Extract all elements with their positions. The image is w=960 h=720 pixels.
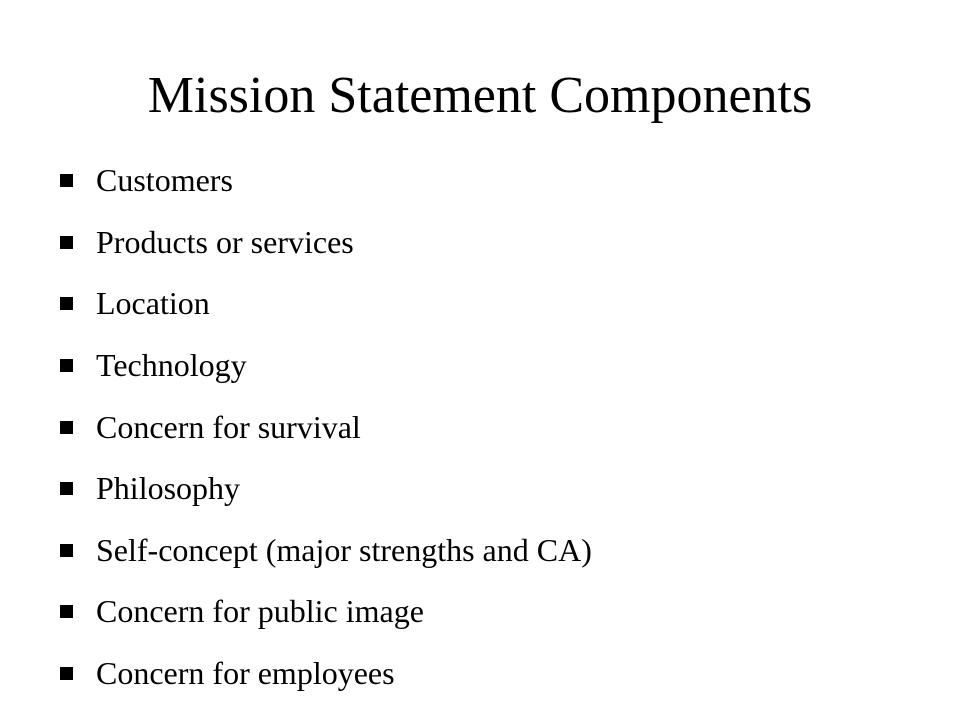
bullet-item	[58, 520, 592, 582]
bullet-item	[58, 581, 592, 643]
bullet-text: Location	[96, 285, 210, 322]
bullet-item	[58, 458, 592, 520]
bullet-text: Technology	[96, 347, 247, 384]
square-bullet-icon	[60, 667, 73, 680]
bullet-item	[58, 335, 592, 397]
bullet-item	[58, 150, 592, 212]
bullet-text: Self-concept (major strengths and CA)	[96, 531, 592, 568]
square-bullet-icon	[60, 605, 73, 618]
bullet-text: Products or services	[96, 223, 354, 260]
bullet-item	[58, 396, 592, 458]
square-bullet-icon	[60, 359, 73, 372]
square-bullet-icon	[60, 297, 73, 310]
slide-title: Mission Statement Components	[147, 67, 813, 124]
bullet-item	[58, 643, 592, 705]
square-bullet-icon	[60, 174, 73, 187]
bullet-text: Concern for employees	[96, 655, 395, 692]
bullet-text: Customers	[96, 162, 233, 199]
bullet-text: Philosophy	[96, 470, 241, 507]
bullet-list	[58, 150, 592, 704]
square-bullet-icon	[60, 482, 73, 495]
square-bullet-icon	[60, 544, 73, 557]
bullet-text: Concern for public image	[96, 593, 424, 630]
bullet-item	[58, 273, 592, 335]
square-bullet-icon	[60, 236, 73, 249]
bullet-item	[58, 212, 592, 274]
bullet-text: Concern for survival	[96, 408, 361, 445]
square-bullet-icon	[60, 421, 73, 434]
